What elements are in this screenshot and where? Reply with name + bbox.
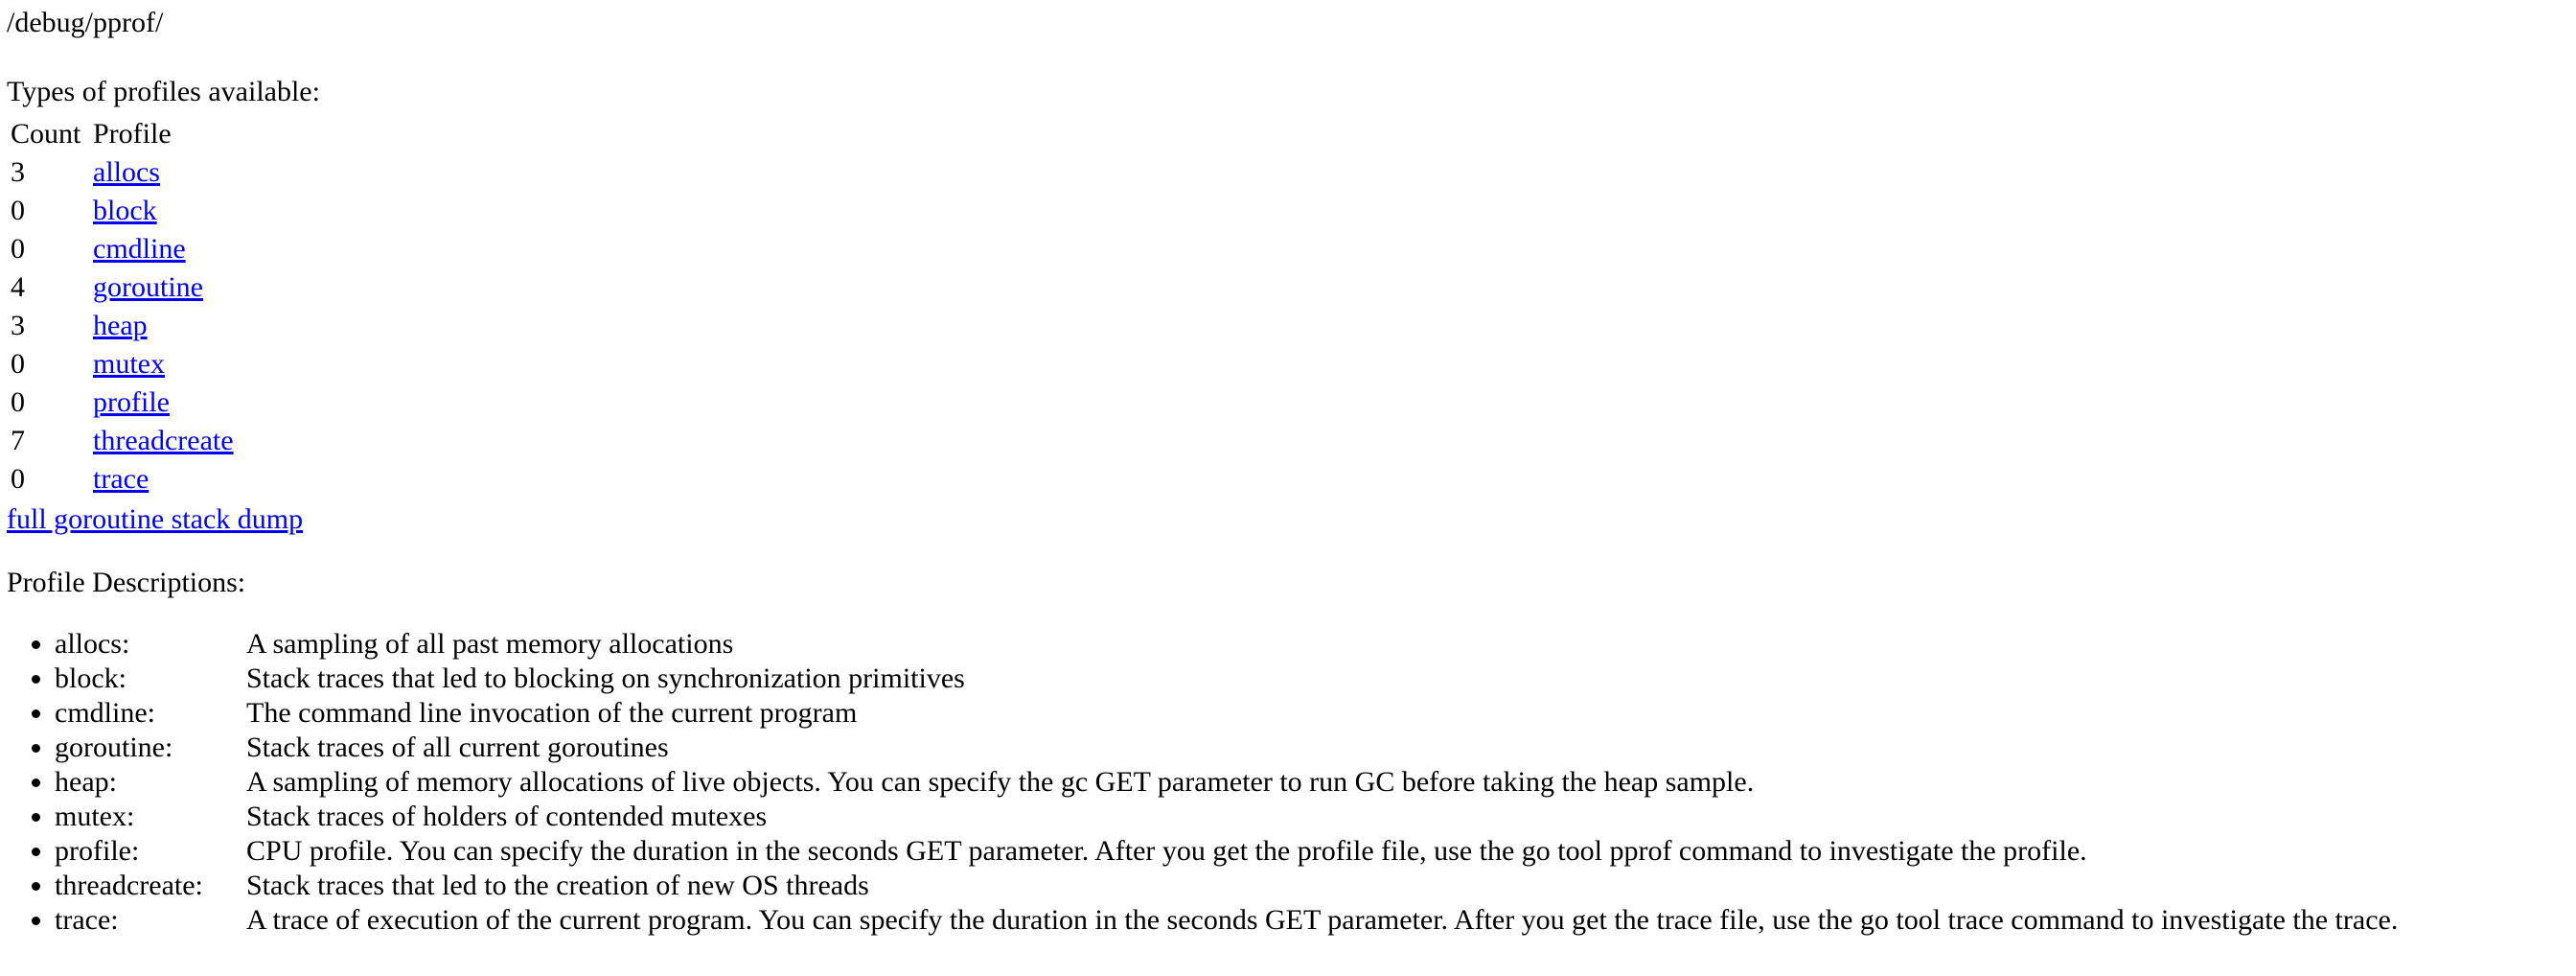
list-item: [55, 662, 2569, 696]
profile-cell: [93, 155, 234, 190]
table-row: [11, 347, 234, 382]
profile-cell: [93, 270, 234, 305]
list-item: [55, 627, 2569, 662]
profile-count: 3: [11, 310, 25, 341]
profile-cell: [93, 347, 234, 382]
profile-count: 7: [11, 425, 25, 456]
profile-link-profile[interactable]: profile: [93, 386, 170, 418]
profile-column-header: Profile: [93, 118, 172, 150]
profile-count: 0: [11, 348, 25, 380]
profile-cell: [93, 462, 234, 497]
list-item: [55, 834, 2569, 869]
list-item: [55, 800, 2569, 834]
profile-count: 0: [11, 195, 25, 226]
description-name: goroutine:: [55, 732, 173, 763]
description-name: mutex:: [55, 801, 135, 832]
list-item: [55, 696, 2569, 731]
profile-count: 0: [11, 386, 25, 418]
description-name: cmdline:: [55, 697, 155, 729]
profile-cell: [93, 424, 234, 458]
description-text: CPU profile. You can specify the duration in the seconds GET parameter. After you get the profile file, use the go tool pprof command to investigate the profile.: [246, 835, 2087, 867]
description-name: profile:: [55, 835, 140, 867]
profile-link-trace[interactable]: trace: [93, 463, 150, 495]
list-item: [55, 869, 2569, 903]
description-name: allocs:: [55, 628, 130, 660]
descriptions-heading: Profile Descriptions:: [7, 567, 246, 598]
list-item: [55, 731, 2569, 765]
description-name: block:: [55, 662, 126, 694]
table-row: [11, 270, 234, 305]
profiles-table: [7, 113, 238, 500]
profile-link-block[interactable]: block: [93, 195, 157, 226]
table-row: [11, 194, 234, 228]
table-row: [11, 424, 234, 458]
profile-count: 4: [11, 271, 25, 303]
description-text: Stack traces that led to the creation of new OS threads: [246, 870, 869, 901]
description-text: Stack traces of all current goroutines: [246, 732, 669, 763]
profile-cell: [93, 194, 234, 228]
page-path: /debug/pprof/: [7, 7, 164, 38]
description-text: Stack traces of holders of contended mutexes: [246, 801, 768, 832]
description-name: threadcreate:: [55, 870, 203, 901]
table-row: [11, 309, 234, 343]
profile-link-allocs[interactable]: allocs: [93, 156, 160, 188]
table-header-row: [11, 117, 234, 151]
profile-link-cmdline[interactable]: cmdline: [93, 233, 186, 265]
table-row: [11, 385, 234, 420]
profile-link-goroutine[interactable]: goroutine: [93, 271, 203, 303]
profile-cell: [93, 385, 234, 420]
description-text: The command line invocation of the current program: [246, 697, 858, 729]
table-row: [11, 232, 234, 267]
count-column-header: Count: [11, 118, 81, 150]
profile-cell: [93, 232, 234, 267]
description-text: A sampling of all past memory allocations: [246, 628, 734, 660]
description-text: A sampling of memory allocations of live objects. You can specify the gc GET parameter to run GC before taking the heap sample.: [246, 766, 1755, 798]
profile-link-mutex[interactable]: mutex: [93, 348, 165, 380]
types-heading: Types of profiles available:: [7, 76, 320, 107]
profile-cell: [93, 309, 234, 343]
list-item: [55, 765, 2569, 800]
description-text: Stack traces that led to blocking on synchronization primitives: [246, 662, 965, 694]
profile-link-heap[interactable]: heap: [93, 310, 148, 341]
table-row: [11, 155, 234, 190]
profile-count: 0: [11, 463, 25, 495]
description-name: trace:: [55, 904, 119, 936]
full-goroutine-dump-link[interactable]: full goroutine stack dump: [7, 503, 304, 535]
list-item: [55, 903, 2569, 938]
description-text: A trace of execution of the current program. You can specify the duration in the seconds GET parameter. After you get the trace file, use the go tool trace command to investigate the trace.: [246, 904, 2399, 936]
descriptions-list: [7, 627, 2569, 938]
description-name: heap:: [55, 766, 117, 798]
profile-count: 3: [11, 156, 25, 188]
profile-link-threadcreate[interactable]: threadcreate: [93, 425, 234, 456]
profile-count: 0: [11, 233, 25, 265]
table-row: [11, 462, 234, 497]
